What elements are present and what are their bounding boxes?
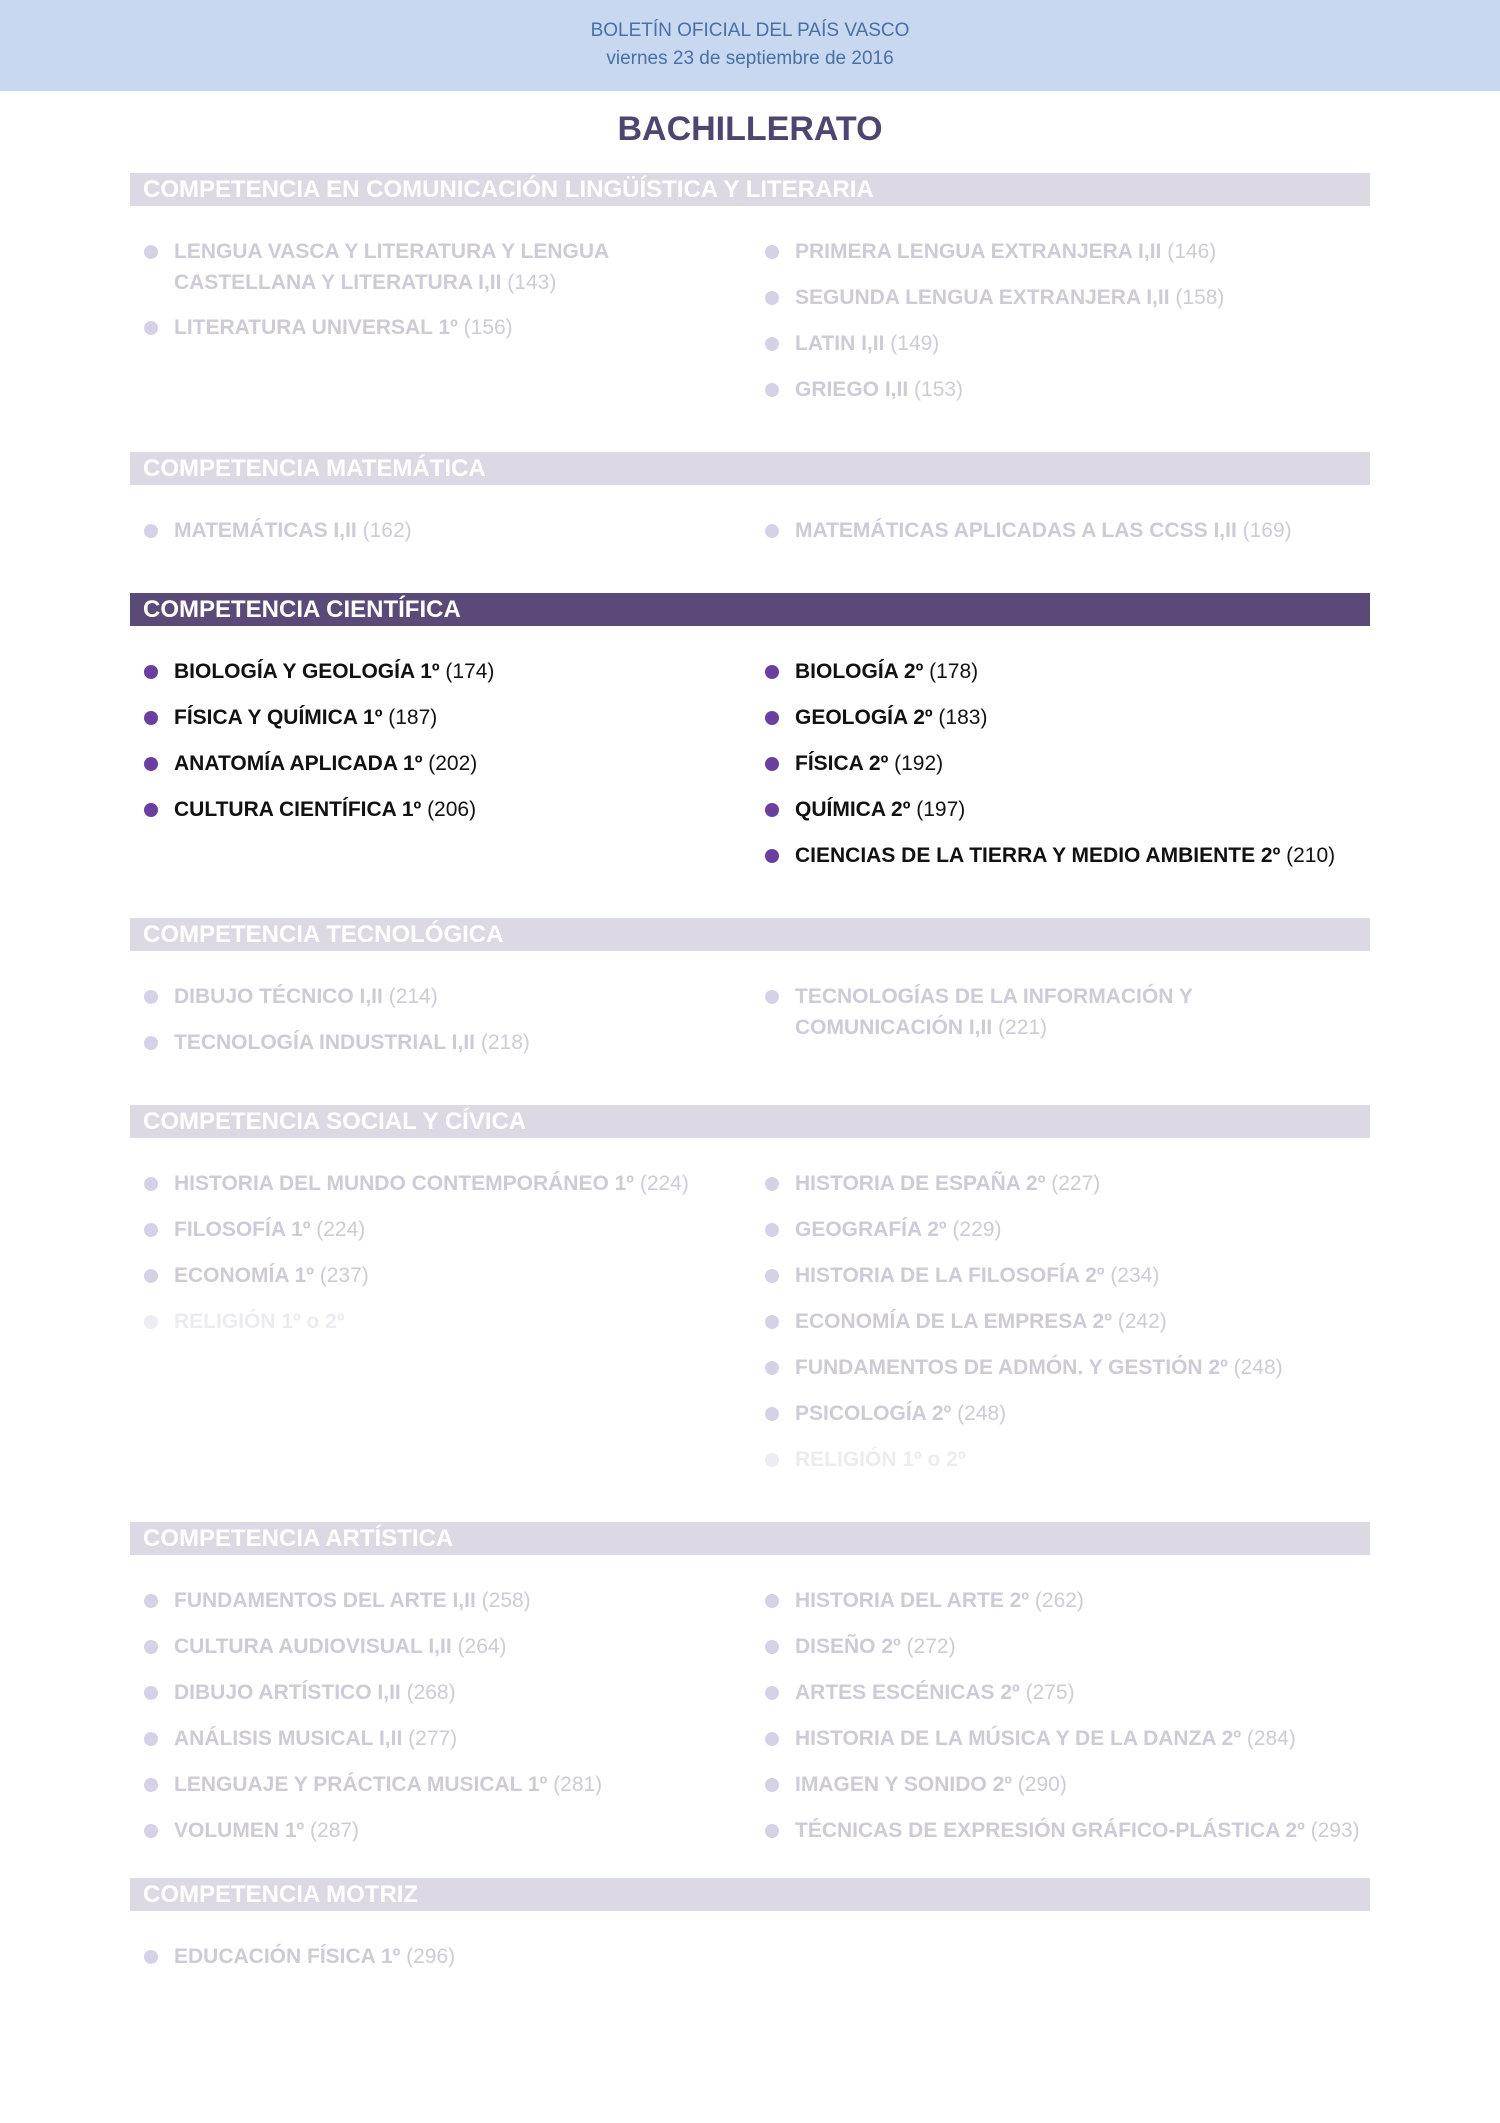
list-item: HISTORIA DEL MUNDO CONTEMPORÁNEO 1º (224) [144,1168,744,1199]
list-item: PRIMERA LENGUA EXTRANJERA I,II (146) [765,236,1365,267]
list-item: HISTORIA DEL ARTE 2º (262) [765,1585,1365,1616]
list-item: FUNDAMENTOS DE ADMÓN. Y GESTIÓN 2º (248) [765,1352,1365,1383]
bullet-icon [144,1594,158,1608]
header-banner [0,0,1500,91]
list-item: LENGUAJE Y PRÁCTICA MUSICAL 1º (281) [144,1769,744,1800]
list-item: GEOGRAFÍA 2º (229) [765,1214,1365,1245]
bullet-icon [144,757,158,771]
bullet-icon [144,990,158,1004]
bullet-icon [765,990,779,1004]
list-item: GEOLOGÍA 2º (183) [765,702,1365,733]
list-item: HISTORIA DE LA FILOSOFÍA 2º (234) [765,1260,1365,1291]
bullet-icon [765,1640,779,1654]
bullet-icon [144,1177,158,1191]
list-item: FÍSICA Y QUÍMICA 1º (187) [144,702,744,733]
list-item: DISEÑO 2º (272) [765,1631,1365,1662]
list-item: SEGUNDA LENGUA EXTRANJERA I,II (158) [765,282,1365,313]
bullet-icon [144,321,158,335]
publication-title: BOLETÍN OFICIAL DEL PAÍS VASCO [590,20,910,41]
list-item: PSICOLOGÍA 2º (248) [765,1398,1365,1429]
list-item: GRIEGO I,II (153) [765,374,1365,405]
list-item: IMAGEN Y SONIDO 2º (290) [765,1769,1365,1800]
bullet-icon [765,665,779,679]
list-item: CULTURA AUDIOVISUAL I,II (264) [144,1631,744,1662]
bullet-icon [765,291,779,305]
section-heading: COMPETENCIA ARTÍSTICA [130,1522,1370,1555]
list-item: VOLUMEN 1º (287) [144,1815,744,1846]
list-item: LATIN I,II (149) [765,328,1365,359]
bullet-icon [144,1036,158,1050]
list-item: BIOLOGÍA 2º (178) [765,656,1365,687]
section-tecnologica [130,918,1370,1054]
list-item: DIBUJO TÉCNICO I,II (214) [144,981,744,1012]
section-artistica [130,1522,1370,1842]
list-item: FÍSICA 2º (192) [765,748,1365,779]
bullet-icon [765,1361,779,1375]
list-item: BIOLOGÍA Y GEOLOGÍA 1º (174) [144,656,744,687]
list-item: DIBUJO ARTÍSTICO I,II (268) [144,1677,744,1708]
bullet-icon [765,1778,779,1792]
bullet-icon [765,1315,779,1329]
section-heading: COMPETENCIA SOCIAL Y CÍVICA [130,1105,1370,1138]
bullet-icon [765,757,779,771]
section-heading: COMPETENCIA CIENTÍFICA [130,593,1370,626]
section-social-civica [130,1105,1370,1471]
list-item: ECONOMÍA DE LA EMPRESA 2º (242) [765,1306,1365,1337]
section-matematica [130,452,1370,542]
list-item: ARTES ESCÉNICAS 2º (275) [765,1677,1365,1708]
bullet-icon [765,1594,779,1608]
bullet-icon [144,1778,158,1792]
bullet-icon [765,1223,779,1237]
list-item: ANATOMÍA APLICADA 1º (202) [144,748,744,779]
bullet-icon [765,1824,779,1838]
section-linguistica [130,173,1370,401]
list-item: MATEMÁTICAS APLICADAS A LAS CCSS I,II (169) [765,515,1365,546]
list-item: TECNOLOGÍA INDUSTRIAL I,II (218) [144,1027,744,1058]
list-item: FUNDAMENTOS DEL ARTE I,II (258) [144,1585,744,1616]
list-item: MATEMÁTICAS I,II (162) [144,515,744,546]
list-item: LENGUA VASCA Y LITERATURA Y LENGUA CASTELLANA Y LITERATURA I,II (143) [144,236,744,298]
bullet-icon [765,337,779,351]
bullet-icon [765,1407,779,1421]
section-heading: COMPETENCIA MATEMÁTICA [130,452,1370,485]
publication-date: viernes 23 de septiembre de 2016 [606,48,894,69]
section-cientifica [130,593,1370,867]
bullet-icon [144,1315,158,1329]
list-item: HISTORIA DE ESPAÑA 2º (227) [765,1168,1365,1199]
bullet-icon [144,711,158,725]
bullet-icon [144,524,158,538]
list-item: EDUCACIÓN FÍSICA 1º (296) [144,1941,744,1972]
bullet-icon [765,803,779,817]
bullet-icon [144,245,158,259]
bullet-icon [765,711,779,725]
bullet-icon [765,1269,779,1283]
list-item: RELIGIÓN 1º o 2º [144,1306,744,1337]
list-item: CULTURA CIENTÍFICA 1º (206) [144,794,744,825]
section-heading: COMPETENCIA MOTRIZ [130,1878,1370,1911]
bullet-icon [765,1732,779,1746]
list-item: QUÍMICA 2º (197) [765,794,1365,825]
bullet-icon [765,524,779,538]
section-heading: COMPETENCIA TECNOLÓGICA [130,918,1370,951]
bullet-icon [765,245,779,259]
section-heading: COMPETENCIA EN COMUNICACIÓN LINGÜÍSTICA Y LITERARIA [130,173,1370,206]
bullet-icon [765,1686,779,1700]
bullet-icon [765,1177,779,1191]
list-item: FILOSOFÍA 1º (224) [144,1214,744,1245]
list-item: TÉCNICAS DE EXPRESIÓN GRÁFICO-PLÁSTICA 2º (293) [765,1815,1365,1846]
list-item: ANÁLISIS MUSICAL I,II (277) [144,1723,744,1754]
list-item: CIENCIAS DE LA TIERRA Y MEDIO AMBIENTE 2º (210) [765,840,1365,871]
list-item: ECONOMÍA 1º (237) [144,1260,744,1291]
bullet-icon [144,1223,158,1237]
bullet-icon [144,1640,158,1654]
list-item: LITERATURA UNIVERSAL 1º (156) [144,312,744,343]
bullet-icon [144,1732,158,1746]
bullet-icon [144,1824,158,1838]
list-item: HISTORIA DE LA MÚSICA Y DE LA DANZA 2º (284) [765,1723,1365,1754]
bullet-icon [765,383,779,397]
bullet-icon [765,1453,779,1467]
bullet-icon [144,1686,158,1700]
list-item: TECNOLOGÍAS DE LA INFORMACIÓN Y COMUNICACIÓN I,II (221) [765,981,1365,1043]
section-motriz [130,1878,1370,1968]
list-item: RELIGIÓN 1º o 2º [765,1444,1365,1475]
bullet-icon [144,1950,158,1964]
page-title: BACHILLERATO [617,110,883,148]
bullet-icon [144,1269,158,1283]
bullet-icon [144,803,158,817]
bullet-icon [765,849,779,863]
bullet-icon [144,665,158,679]
